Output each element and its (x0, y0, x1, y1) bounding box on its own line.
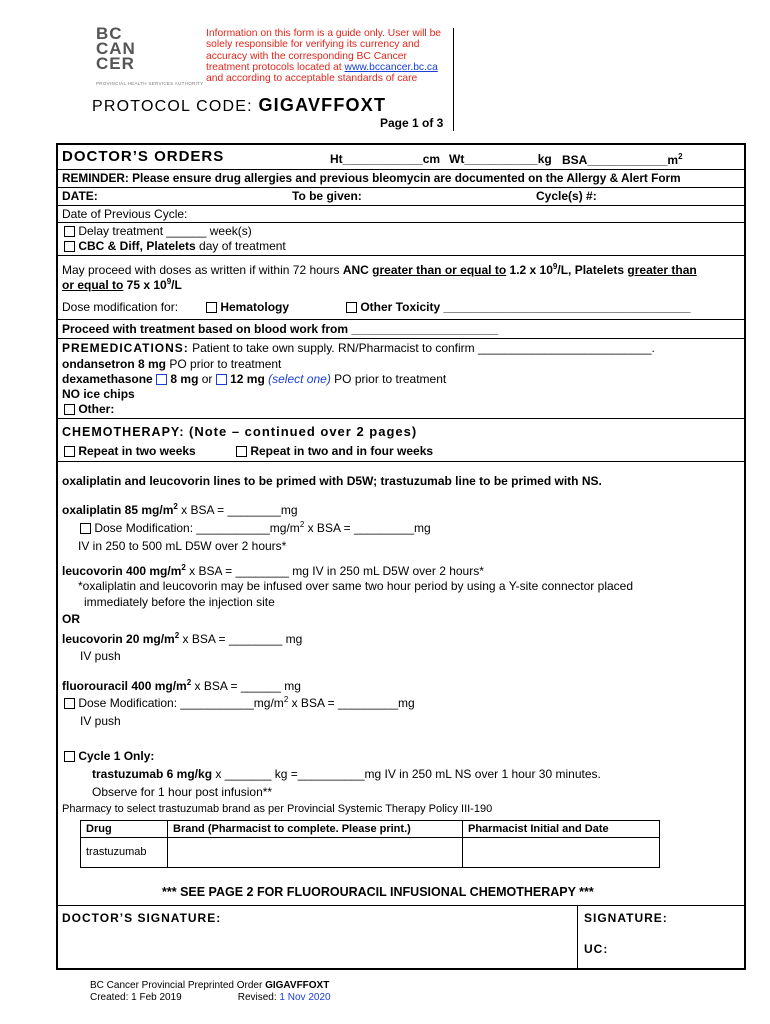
premed-header (62, 341, 655, 355)
row-divider (56, 319, 746, 320)
disclaimer-line: treatment protocols located at (206, 61, 345, 73)
protocol-label: PROTOCOL CODE: (92, 98, 253, 115)
proceed-1e: /L, Platelets (557, 263, 628, 277)
logo-tagline: PROVINCIAL HEALTH SERVICES AUTHORITY (96, 81, 204, 86)
chemo-title: CHEMOTHERAPY: (62, 425, 185, 439)
fluorouracil-dm-a: Dose Modification: ___________mg/m (78, 696, 284, 710)
dexa-tail: PO prior to treatment (330, 372, 447, 386)
oxaliplatin-order (62, 502, 298, 517)
premed-other-checkbox[interactable] (64, 404, 75, 415)
protocol-code-value: GIGAVFFOXT (258, 95, 387, 115)
repeat-two-weeks-checkbox[interactable] (64, 446, 75, 457)
dexa-8mg: 8 mg (170, 372, 199, 386)
sup-2: 2 (181, 563, 186, 572)
ondansetron-dose: ondansetron 8 mg (62, 357, 167, 371)
proceed-sup: 9 (552, 262, 558, 271)
proceed-criteria-line1 (62, 262, 697, 277)
repeat-two-four-checkbox[interactable] (236, 446, 247, 457)
trastuzumab-order (92, 767, 601, 781)
reminder: REMINDER: Please ensure drug allergies and previous bleomycin are documented on the Allergy & Alert Form (62, 171, 681, 185)
footer (90, 980, 331, 1004)
dexa-12mg: 12 mg (230, 372, 265, 386)
ondansetron-tail: PO prior to treatment (166, 357, 282, 371)
trastuzumab-brand-table (80, 820, 660, 868)
table-cell-pharmacist[interactable] (463, 838, 660, 868)
sup-2: 2 (299, 520, 305, 529)
fluorouracil-order (62, 678, 301, 693)
table-cell-drug: trastuzumab (81, 838, 168, 868)
proceed-1f: greater than (627, 263, 697, 277)
observe-note: Observe for 1 hour post infusion** (92, 785, 273, 799)
row-divider (56, 255, 746, 256)
proceed-1c: greater than or equal to (372, 263, 507, 277)
trastuzumab-tail: x _______ kg =__________mg IV in 250 mL NS over 1 hour 30 minutes. (212, 767, 601, 781)
table-row (81, 838, 660, 868)
sup-2: 2 (174, 631, 180, 640)
oxaliplatin-dose-mod (80, 520, 431, 535)
see-page-2-note: *** SEE PAGE 2 FOR FLUOROURACIL INFUSIONAL CHEMOTHERAPY *** (162, 885, 594, 899)
disclaimer-line: and according to acceptable standards of care (206, 73, 418, 85)
delay-option (64, 224, 252, 238)
leucovorin-400-tail: x BSA = ________ mg IV in 250 mL D5W over 2 hours* (185, 564, 484, 578)
dose-modification-label: Dose modification for: (62, 300, 179, 314)
disclaimer (206, 28, 446, 84)
bsa-field[interactable] (562, 152, 683, 167)
fluorouracil-dose: fluorouracil 400 mg/m (62, 679, 187, 693)
pharmacy-note: Pharmacy to select trastuzumab brand as per Provincial Systemic Therapy Policy III-190 (62, 803, 493, 815)
dexa-8mg-checkbox[interactable] (156, 374, 167, 385)
cycle1-option (64, 749, 154, 763)
table-cell-brand[interactable] (168, 838, 463, 868)
proceed-sup2: 9 (166, 277, 172, 286)
row-divider (56, 205, 746, 206)
doctor-signature-field[interactable]: DOCTOR’S SIGNATURE: (62, 911, 222, 925)
lines-priming-note: oxaliplatin and leucovorin lines to be primed with D5W; trastuzumab line to be primed with NS. (62, 474, 602, 488)
signature-field[interactable]: SIGNATURE: (584, 911, 668, 925)
leucovorin-20-dose: leucovorin 20 mg/m (62, 632, 175, 646)
orders-title: DOCTOR’S ORDERS (62, 148, 225, 165)
proceed-criteria-line2 (62, 277, 182, 292)
row-divider (56, 461, 746, 462)
previous-cycle-label: Date of Previous Cycle: (62, 207, 188, 221)
bccancer-link[interactable]: www.bccancer.bc.ca (344, 61, 438, 73)
repeat-two-weeks-text: Repeat in two weeks (78, 444, 196, 458)
select-one-note: (select one) (268, 372, 331, 386)
oxaliplatin-tail: x BSA = ________mg (177, 503, 298, 517)
logo-line: CAN (96, 39, 136, 58)
dexa-or: or (198, 372, 216, 386)
fluorouracil-dose-mod-checkbox[interactable] (64, 698, 75, 709)
proceed-2c: /L (171, 278, 182, 292)
proceed-2b: 75 x 10 (123, 278, 167, 292)
premed-other-text: Other: (78, 402, 115, 416)
leucovorin-400-order (62, 563, 484, 578)
table-header-brand: Brand (Pharmacist to complete. Please print.) (168, 821, 463, 838)
footer-code: GIGAVFFOXT (265, 980, 330, 991)
signature-divider (577, 906, 578, 970)
leucovorin-20-order (62, 631, 302, 646)
sup-2: 2 (173, 502, 178, 511)
bsa-label: BSA____________m (562, 153, 679, 167)
ondansetron-line (62, 357, 281, 371)
fluorouracil-dose-mod (64, 695, 415, 710)
cbc-option (64, 239, 286, 253)
footer-revised-date: 1 Nov 2020 (279, 992, 331, 1003)
oxaliplatin-dose-mod-checkbox[interactable] (80, 523, 91, 534)
weight-field[interactable]: Wt___________kg (449, 152, 552, 166)
proceed-2a: or equal to (62, 278, 124, 292)
fluorouracil-iv-push: IV push (80, 714, 121, 728)
leucovorin-400-dose: leucovorin 400 mg/m (62, 564, 182, 578)
footer-revised: Revised: (237, 992, 280, 1003)
chemo-note: (Note – continued over 2 pages) (188, 424, 418, 439)
logo-line: BC (96, 24, 123, 43)
row-divider (56, 222, 746, 223)
proceed-1b: ANC (342, 263, 373, 277)
protocol-code (92, 95, 386, 116)
premed-other-option (64, 402, 114, 416)
cbc-text: CBC & Diff, Platelets (78, 239, 196, 253)
repeat-two-four-text: Repeat in two and in four weeks (250, 444, 434, 458)
disclaimer-line: solely responsible for verifying its currency and (206, 39, 420, 51)
fluorouracil-tail: x BSA = ______ mg (191, 679, 301, 693)
bsa-sup: 2 (678, 152, 683, 161)
oxaliplatin-dose: oxaliplatin 85 mg/m (62, 503, 174, 517)
cbc-checkbox[interactable] (64, 241, 75, 252)
delay-checkbox[interactable] (64, 226, 75, 237)
premed-title: PREMEDICATIONS: (62, 341, 189, 355)
oxaliplatin-dm-b: x BSA = _________mg (304, 521, 431, 535)
other-toxicity-checkbox[interactable] (346, 302, 357, 313)
sup-2: 2 (283, 695, 289, 704)
repeat-two-four-option (236, 444, 433, 458)
oxaliplatin-dm-a: Dose Modification: ___________mg/m (94, 521, 300, 535)
other-toxicity-text: Other Toxicity _____________________________________ (360, 300, 691, 314)
leucovorin-20-tail: x BSA = ________ mg (179, 632, 303, 646)
logo-line: CER (96, 54, 135, 73)
uc-field[interactable]: UC: (584, 942, 609, 956)
table-header-drug: Drug (81, 821, 168, 838)
repeat-two-weeks-option (64, 444, 196, 458)
row-divider (56, 187, 746, 188)
header-divider (453, 28, 454, 131)
oxaliplatin-iv: IV in 250 to 500 mL D5W over 2 hours* (78, 539, 287, 553)
premed-note: Patient to take own supply. RN/Pharmacist to confirm __________________________. (188, 341, 655, 355)
chemo-header (62, 424, 417, 439)
dexamethasone-line (62, 372, 446, 386)
table-header-row (81, 821, 660, 838)
row-divider (56, 905, 746, 906)
footer-created: Created: 1 Feb 2019 (90, 992, 182, 1003)
dexamethasone-name: dexamethasone (62, 372, 153, 386)
to-be-given-label: To be given: (292, 189, 362, 203)
height-field[interactable]: Ht____________cm (330, 152, 441, 166)
or-label: OR (62, 612, 80, 626)
cbc-tail: day of treatment (195, 239, 286, 253)
disclaimer-line: Information on this form is a guide only. User will be (206, 28, 442, 39)
leucovorin-note-2: immediately before the injection site (84, 595, 275, 609)
proceed-1d: 1.2 x 10 (506, 263, 553, 277)
cycles-label: Cycle(s) #: (536, 189, 597, 203)
trastuzumab-dose: trastuzumab 6 mg/kg (92, 767, 213, 781)
hematology-option (206, 300, 289, 314)
delay-text: Delay treatment ______ week(s) (78, 224, 252, 238)
fluorouracil-dm-b: x BSA = _________mg (288, 696, 415, 710)
hematology-checkbox[interactable] (206, 302, 217, 313)
hematology-text: Hematology (220, 300, 290, 314)
footer-line1: BC Cancer Provincial Preprinted Order (90, 980, 266, 991)
table-header-pharmacist: Pharmacist Initial and Date (463, 821, 660, 838)
cycle1-text: Cycle 1 Only: (78, 749, 155, 763)
disclaimer-line: accuracy with the corresponding BC Cancer (206, 50, 407, 62)
proceed-blood-work[interactable]: Proceed with treatment based on blood work from ______________________ (62, 322, 499, 336)
cycle1-checkbox[interactable] (64, 751, 75, 762)
dexa-12mg-checkbox[interactable] (216, 374, 227, 385)
date-label: DATE: (62, 189, 98, 203)
bc-cancer-logo (96, 26, 136, 71)
proceed-1a: May proceed with doses as written if within 72 hours (62, 263, 343, 277)
other-toxicity-option (346, 300, 690, 314)
leucovorin-iv-push: IV push (80, 649, 121, 663)
leucovorin-note-1: *oxaliplatin and leucovorin may be infused over same two hour period by using a Y-site connector placed (78, 579, 633, 593)
sup-2: 2 (186, 678, 192, 687)
row-divider (56, 169, 746, 170)
no-ice-chips: NO ice chips (62, 387, 135, 401)
row-divider (56, 418, 746, 419)
row-divider (56, 338, 746, 339)
page-number: Page 1 of 3 (380, 116, 444, 130)
